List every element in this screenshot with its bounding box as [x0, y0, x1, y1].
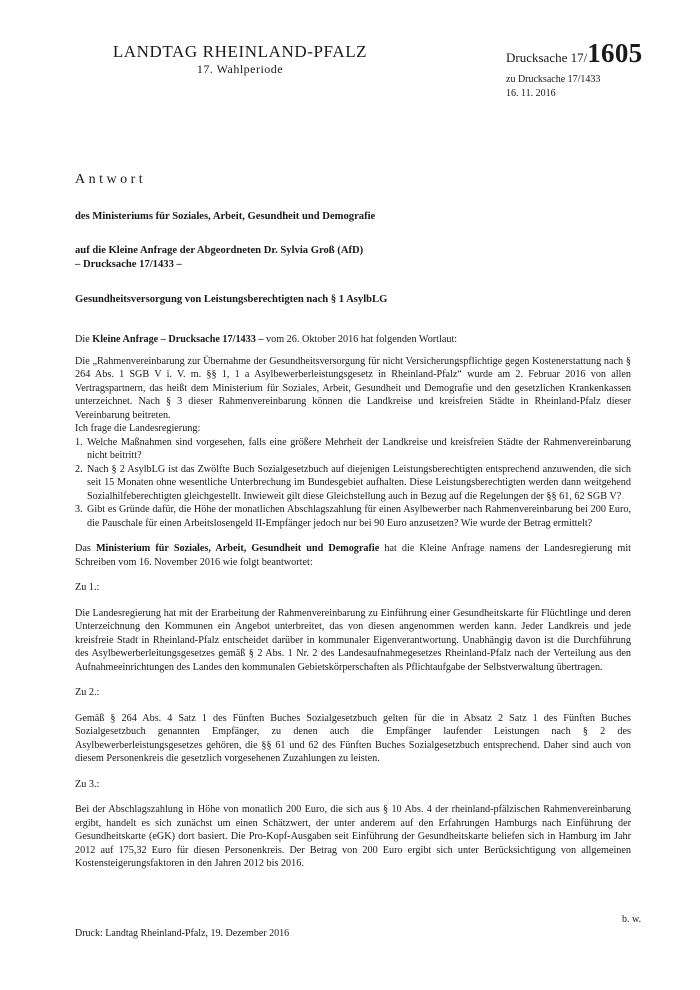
intro-pre: Die: [75, 334, 93, 345]
intro-bold: Kleine Anfrage – Drucksache 17/1433 –: [92, 334, 264, 345]
ministry-line: des Ministeriums für Soziales, Arbeit, Gesundheit und Demografie: [75, 211, 376, 222]
document-title: Antwort: [75, 172, 147, 187]
drucksache-date: 16. 11. 2016: [506, 88, 556, 99]
drucksache-prefix: Drucksache 17/: [506, 50, 588, 65]
inquiry-block: [75, 244, 635, 272]
answer-label-3: Zu 3.:: [75, 778, 100, 790]
intro-paragraph: [75, 333, 631, 347]
drucksache-line: [506, 38, 681, 73]
answer-label-1: Zu 1.:: [75, 582, 100, 593]
response-intro: [75, 542, 631, 569]
print-footer: Druck: Landtag Rheinland-Pfalz, 19. Dezember 2016: [75, 928, 290, 939]
question-text: Nach § 2 AsylbLG ist das Zwölfte Buch Sozialgesetzbuch auf diejenigen Leistungsberechtigten entsprechend anzuwenden, die sich seit 15 Monaten ohne wesentliche Unterbrechung im Bundesgebiet aufhalten. Diese Leistungsberechtigten werden dann weitgehend Sozialhilfeberechtigten gleichgestellt. Inwieweit gilt diese Gleichstellung auch in Bezug auf die Regelungen der §§ 61, 62 SGB V?: [87, 463, 631, 502]
question-number: 1.: [75, 436, 83, 448]
drucksache-reference: zu Drucksache 17/1433: [506, 74, 601, 85]
question-list: [75, 436, 631, 531]
response-post: hat die Kleine Anfrage namens der Landesregierung mit Schreiben vom 16. November 2016 wie folgt beantwortet:: [75, 543, 631, 568]
answer-text-3: Bei der Abschlagszahlung in Höhe von monatlich 200 Euro, die sich aus § 10 Abs. 4 der rheinland-pfälzischen Rahmenvereinbarung ergibt, handelt es sich zunächst um einen Schätzwert, der unter anderem auf den Erfahrungen Hamburgs nach Einführung der Gesundheitskarte (eGK) dort basiert. Die Pro-Kopf-Ausgaben seit Einführung der Gesundheitskarte beliefen sich in Hamburg im Jahr 2012 auf 175,32 Euro für diesen Personenkreis. Der Betrag von 200 Euro ergibt sich unter Berücksichtigung von allgemeinen Kostensteigerungsfaktoren in den Jahren 2012 bis 2016.: [75, 804, 631, 869]
inquiry-line-2: – Drucksache 17/1433 –: [75, 259, 182, 270]
question-number: 2.: [75, 463, 83, 475]
response-pre: Das: [75, 543, 96, 554]
ask-line: Ich frage die Landesregierung:: [75, 423, 201, 434]
list-item: [75, 463, 631, 504]
header-drucksache-block: [506, 38, 681, 101]
parliament-name: LANDTAG RHEINLAND-PFALZ: [112, 42, 368, 61]
list-item: [75, 503, 631, 530]
document-body: [75, 333, 631, 871]
inquiry-line-1: auf die Kleine Anfrage der Abgeordneten Dr. Sylvia Groß (AfD): [75, 245, 364, 256]
answer-text-1: Die Landesregierung hat mit der Erarbeitung der Rahmenvereinbarung zu Einführung einer Gesundheitskarte für Flüchtlinge und deren Unterzeichnung den Kommunen ein Angebot unterbreitet, das von diesen angenommen werden kann. Jeder Landkreis und jede kreisfreie Stadt in Rheinland-Pfalz entscheidet darüber in kommunaler Eigenverantwortung. Unabhängig davon ist die Durchführung des Asylbewerberleitungsgesetzes gemäß § 2 Abs. 1 Nr. 2 des Landesaufnahmegesetzes Rheinland-Pfalz nach der Verteilung aus den Aufnahmeeinrichtungen des Landes den kommunalen Gebietskörperschaften als Pflichtaufgabe der Selbstverwaltung übertragen.: [75, 607, 631, 673]
question-paragraph: Die „Rahmenvereinbarung zur Übernahme der Gesundheitsversorgung für nicht Versicherungspflichtige gegen Kostenerstattung nach § 264 Abs. 1 SGB V i. V. m. §§ 1, 1 a Asylbewerberleistungsgesetz in Rheinland-Pfalz“ wurde am 2. Februar 2016 von allen Vertragspartnern, das heißt dem Ministerium für Soziales, Arbeit, Gesundheit und Demografie und den gesetzlichen Krankenkassen unterzeichnet. Nach § 3 dieser Rahmenvereinbarung können die Landkreise und kreisfreien Städte in Rheinland-Pfalz dieser Vereinbarung beitreten.: [75, 355, 631, 421]
subject-line: Gesundheitsversorgung von Leistungsberechtigten nach § 1 AsylbLG: [75, 294, 388, 305]
drucksache-number: 1605: [587, 38, 643, 68]
answer-text-2: Gemäß § 264 Abs. 4 Satz 1 des Fünften Buches Sozialgesetzbuch gelten für die in Absatz 2 Satz 1 des Fünften Buches Sozialgesetzbuch genannten Empfänger, zu denen auch die Empfänger laufender Leistungen nach § 2 des Asylbewerberleistungsgesetzes gehören, die §§ 61 und 62 des Fünften Buches Sozialgesetzbuch entsprechend. Daher sind auch von diesem Personenkreis die gesetzlich vorgesehenen Zuzahlungen zu leisten.: [75, 712, 631, 764]
question-text: Welche Maßnahmen sind vorgesehen, falls eine größere Mehrheit der Landkreise und kreisfreien Städte der Rahmenvereinbarung nicht beitritt?: [87, 436, 631, 461]
header-parliament-block: [75, 42, 405, 77]
question-text: Gibt es Gründe dafür, die Höhe der monatlichen Abschlagszahlung für einen Asylbewerber nach Rahmenvereinbarung bei 200 Euro, die Pauschale für einen Arbeitslosengeld II-Empfänger jedoch nur bei 90 Euro anzusetzen? Wie wurde der Betrag ermittelt?: [87, 504, 631, 529]
turn-over-note: b. w.: [622, 914, 642, 925]
legislative-period: 17. Wahlperiode: [196, 62, 284, 76]
answer-label-2: Zu 2.:: [75, 687, 100, 698]
response-bold: Ministerium für Soziales, Arbeit, Gesundheit und Demografie: [95, 543, 380, 554]
list-item: [75, 436, 631, 463]
intro-post: vom 26. Oktober 2016 hat folgenden Wortlaut:: [263, 334, 458, 345]
question-number: 3.: [75, 504, 83, 515]
